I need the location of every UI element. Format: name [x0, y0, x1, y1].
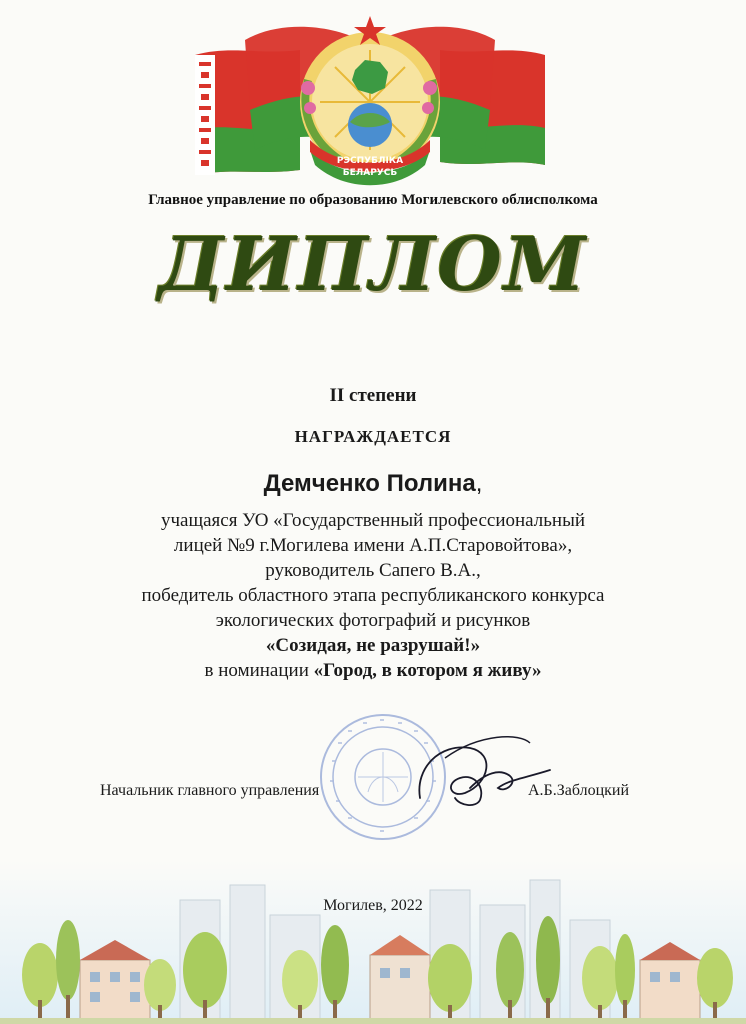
awarded-label: НАГРАЖДАЕТСЯ — [294, 427, 452, 446]
body-line: лицей №9 г.Могилева имени А.П.Старовойтова», — [173, 535, 573, 556]
recipient-name: Демченко Полина — [263, 470, 476, 497]
place-and-date: Могилев, 2022 — [323, 897, 423, 914]
ribbon-text-top: РЭСПУБЛІКА — [336, 156, 404, 166]
body-line: учащаяся УО «Государственный профессиональный — [160, 510, 586, 531]
body-line: экологических фотографий и рисунков — [215, 610, 531, 631]
ribbon-text-bottom: БЕЛАРУСЬ — [342, 168, 398, 178]
belarus-emblem-with-flags — [190, 10, 550, 190]
nomination-line — [60, 658, 686, 683]
body-line: руководитель Сапего В.А., — [265, 560, 481, 581]
recipient-name-line — [0, 470, 746, 498]
diploma-body — [60, 508, 686, 683]
city-illustration — [0, 860, 746, 1024]
signatory-name: А.Б.Заблоцкий — [528, 782, 630, 799]
nomination-prefix: в номинации — [204, 660, 314, 681]
organization-name: Главное управление по образованию Могилевского облисполкома — [148, 192, 598, 208]
diploma-degree: II степени — [329, 385, 417, 406]
diploma-title: ДИПЛОМ — [158, 222, 588, 308]
contest-name: «Созидая, не разрушай!» — [265, 635, 481, 656]
signatory-role: Начальник главного управления — [100, 782, 320, 799]
recipient-name-suffix: , — [475, 470, 483, 497]
nomination-name: «Город, в котором я живу» — [313, 660, 542, 681]
body-line: победитель областного этапа республиканского конкурса — [141, 585, 605, 606]
handwritten-signature — [410, 728, 560, 813]
